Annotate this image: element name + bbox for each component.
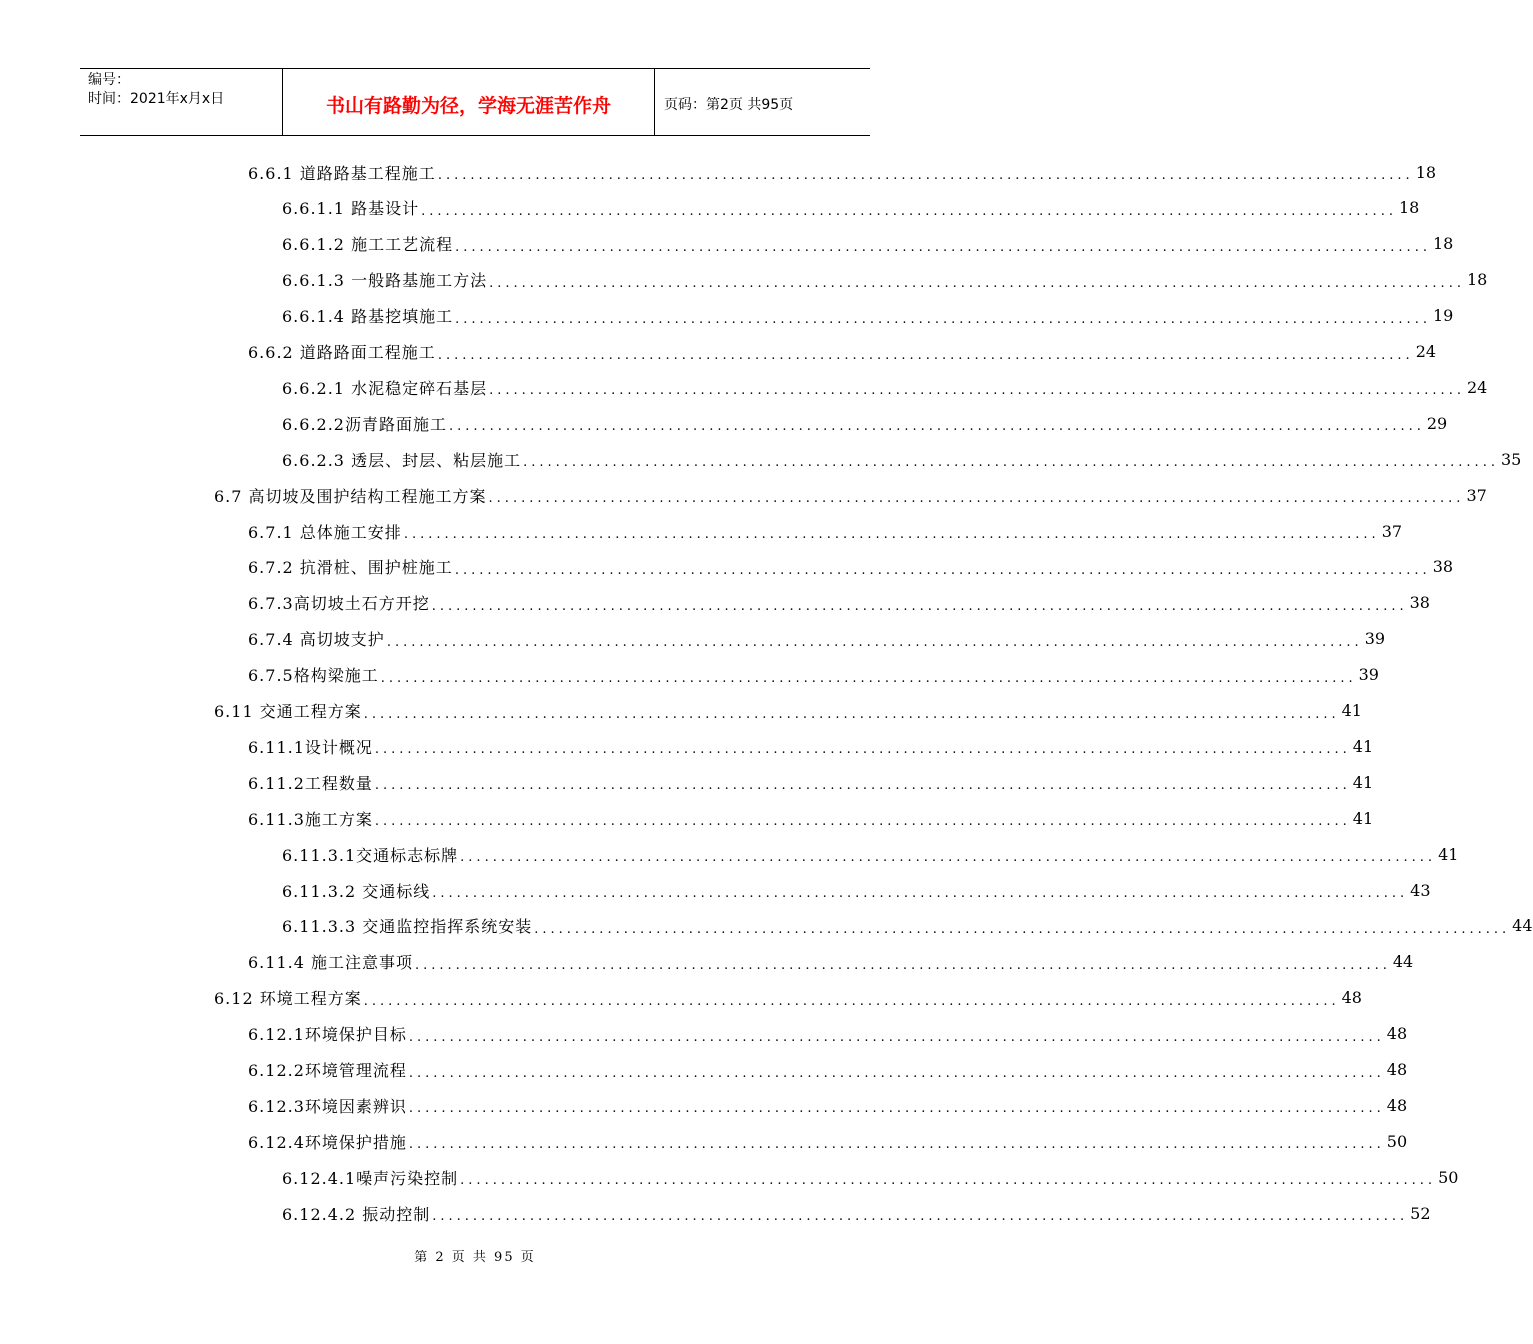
- toc-entry-title: 6.7 高切坡及围护结构工程施工方案: [214, 486, 487, 506]
- toc-entry[interactable]: [248, 549, 1454, 585]
- toc-leader-dots: ........................................................................................................................: [455, 311, 1431, 327]
- toc-entry-page: 50: [1386, 1131, 1408, 1151]
- toc-entry[interactable]: [282, 872, 1431, 908]
- toc-leader-dots: ........................................................................................................................: [374, 814, 1351, 830]
- toc-entry[interactable]: [282, 441, 1522, 477]
- page-footer: 第 2 页 共 95 页: [414, 1250, 536, 1265]
- toc-entry-page: 44: [1392, 952, 1414, 972]
- toc-entry[interactable]: [248, 1087, 1408, 1123]
- toc-entry-title: 6.6.2 道路路面工程施工: [248, 343, 436, 362]
- page-header: [80, 68, 870, 136]
- toc-entry[interactable]: [282, 836, 1459, 872]
- toc-entry[interactable]: [248, 800, 1374, 836]
- toc-entry-title: 6.12.4.1噪声污染控制: [282, 1168, 459, 1188]
- toc-leader-dots: ........................................................................................................................: [408, 1029, 1385, 1045]
- toc-leader-dots: ........................................................................................................................: [454, 562, 1431, 578]
- toc-entry[interactable]: [248, 154, 1437, 190]
- toc-entry-page: 48: [1386, 1024, 1408, 1044]
- toc-leader-dots: ........................................................................................................................: [414, 957, 1391, 973]
- toc-leader-dots: ........................................................................................................................: [408, 1137, 1385, 1153]
- toc-entry-page: 48: [1386, 1060, 1408, 1079]
- toc-entry-title: 6.7.5格构梁施工: [248, 666, 379, 686]
- toc-leader-dots: ........................................................................................................................: [421, 203, 1397, 219]
- toc-entry[interactable]: [248, 1052, 1408, 1088]
- toc-entry-page: 41: [1352, 772, 1374, 792]
- toc-entry-title: 6.11.4 施工注意事项: [248, 953, 413, 973]
- toc-entry-page: 19: [1432, 306, 1454, 326]
- toc-entry-page: 29: [1426, 413, 1448, 433]
- toc-entry-page: 50: [1438, 1167, 1459, 1187]
- toc-entry[interactable]: [282, 262, 1488, 298]
- toc-entry[interactable]: [248, 728, 1374, 764]
- toc-leader-dots: ........................................................................................................................: [403, 527, 1380, 542]
- toc-entry[interactable]: [248, 334, 1437, 370]
- toc-entry-page: 18: [1466, 270, 1488, 290]
- toc-entry-page: 37: [1466, 485, 1487, 505]
- toc-leader-dots: ........................................................................................................................: [448, 419, 1425, 435]
- toc-entry-title: 6.6.1.4 路基挖填施工: [282, 307, 454, 327]
- toc-entry-title: 6.12.4环境保护措施: [248, 1132, 407, 1152]
- toc-entry-title: 6.7.2 抗滑桩、围护桩施工: [248, 558, 453, 578]
- toc-leader-dots: ........................................................................................................................: [455, 239, 1431, 255]
- toc-leader-dots: ........................................................................................................................: [431, 598, 1408, 614]
- toc-entry-title: 6.12.3环境因素辨识: [248, 1096, 407, 1116]
- toc-entry-page: 44: [1512, 916, 1533, 936]
- toc-entry-page: 38: [1432, 557, 1454, 577]
- toc-entry-title: 6.12 环境工程方案: [214, 989, 362, 1009]
- document-number-label: 编号：: [88, 72, 130, 88]
- toc-leader-dots: ........................................................................................................................: [460, 1173, 1437, 1189]
- header-motto: 书山有路勤为径，学海无涯苦作舟: [282, 69, 655, 135]
- toc-leader-dots: ........................................................................................................................: [460, 850, 1437, 866]
- header-meta: [80, 69, 282, 135]
- toc-entry[interactable]: [248, 513, 1403, 549]
- toc-leader-dots: ........................................................................................................................: [386, 634, 1363, 650]
- toc-entry-title: 6.6.1.1 路基设计: [282, 199, 420, 219]
- toc-entry[interactable]: [248, 1016, 1408, 1052]
- toc-entry-page: 39: [1358, 665, 1379, 685]
- toc-entry-page: 39: [1364, 629, 1386, 649]
- toc-entry[interactable]: [248, 1123, 1408, 1159]
- toc-entry[interactable]: [282, 1159, 1459, 1195]
- toc-entry-page: 41: [1352, 736, 1374, 756]
- toc-entry-page: 41: [1438, 844, 1459, 864]
- toc-entry-title: 6.11.2工程数量: [248, 773, 373, 793]
- toc-entry-page: 35: [1500, 449, 1522, 469]
- toc-leader-dots: ........................................................................................................................: [374, 742, 1351, 758]
- toc-entry-title: 6.11.1设计概况: [248, 737, 373, 757]
- toc-leader-dots: ........................................................................................................................: [432, 886, 1409, 901]
- toc-entry-title: 6.12.4.2 振动控制: [282, 1204, 431, 1224]
- toc-entry[interactable]: [282, 1195, 1431, 1231]
- toc-leader-dots: ........................................................................................................................: [437, 347, 1414, 363]
- toc-entry-title: 6.11.3.2 交通标线: [282, 881, 431, 901]
- toc-entry-page: 24: [1466, 377, 1488, 397]
- toc-leader-dots: ........................................................................................................................: [534, 921, 1511, 937]
- toc-entry-title: 6.7.3高切坡土石方开挖: [248, 594, 430, 614]
- toc-entry-page: 41: [1341, 701, 1362, 720]
- toc-entry[interactable]: [248, 944, 1414, 980]
- toc-entry[interactable]: [214, 980, 1362, 1016]
- toc-leader-dots: ........................................................................................................................: [489, 275, 1465, 291]
- toc-entry-title: 6.6.2.3 透层、封层、粘层施工: [282, 450, 522, 470]
- toc-leader-dots: ........................................................................................................................: [408, 1101, 1385, 1117]
- toc-leader-dots: ........................................................................................................................: [523, 455, 1499, 471]
- toc-entry-title: 6.6.1.2 施工工艺流程: [282, 235, 454, 255]
- toc-entry[interactable]: [248, 657, 1379, 693]
- toc-leader-dots: ........................................................................................................................: [489, 383, 1465, 399]
- toc-leader-dots: ........................................................................................................................: [488, 491, 1465, 507]
- header-page-info: 页码：第2页 共95页: [664, 97, 794, 113]
- toc-entry-page: 37: [1381, 521, 1403, 541]
- document-time-label: 时间：2021年x月x日: [88, 91, 225, 107]
- toc-entry-title: 6.12.1环境保护目标: [248, 1025, 407, 1045]
- toc-entry-page: 52: [1410, 1203, 1431, 1223]
- toc-entry-title: 6.6.1 道路路基工程施工: [248, 163, 436, 183]
- toc-entry[interactable]: [214, 693, 1362, 729]
- toc-leader-dots: ........................................................................................................................: [363, 706, 1340, 722]
- toc-entry-title: 6.7.4 高切坡支护: [248, 630, 385, 650]
- toc-leader-dots: ........................................................................................................................: [363, 993, 1340, 1009]
- toc-entry-page: 24: [1415, 342, 1437, 361]
- toc-entry-title: 6.11 交通工程方案: [214, 702, 362, 721]
- toc-entry-title: 6.6.2.1 水泥稳定碎石基层: [282, 378, 488, 398]
- toc-leader-dots: ........................................................................................................................: [380, 670, 1357, 686]
- toc-entry[interactable]: [282, 908, 1533, 944]
- toc-entry-title: 6.6.1.3 一般路基施工方法: [282, 271, 488, 291]
- toc-leader-dots: ........................................................................................................................: [432, 1209, 1409, 1225]
- toc-entry-page: 18: [1432, 234, 1454, 254]
- toc-entry[interactable]: [214, 477, 1487, 513]
- toc-entry-title: 6.11.3.1交通标志标牌: [282, 845, 459, 865]
- toc-entry[interactable]: [282, 298, 1454, 334]
- toc-entry-page: 18: [1415, 162, 1437, 182]
- toc-entry-title: 6.11.3施工方案: [248, 809, 373, 829]
- toc-entry[interactable]: [282, 226, 1454, 262]
- toc-entry[interactable]: [282, 190, 1420, 226]
- toc-entry-title: 6.7.1 总体施工安排: [248, 522, 402, 542]
- toc-entry[interactable]: [282, 405, 1448, 441]
- toc-entry[interactable]: [248, 585, 1430, 621]
- toc-entry-page: 48: [1386, 1095, 1408, 1115]
- toc-leader-dots: ........................................................................................................................: [408, 1065, 1385, 1081]
- toc-entry-page: 18: [1398, 198, 1420, 218]
- toc-entry-title: 6.12.2环境管理流程: [248, 1061, 407, 1080]
- toc-leader-dots: ........................................................................................................................: [374, 778, 1351, 794]
- toc-leader-dots: ........................................................................................................................: [437, 168, 1414, 183]
- toc-entry-page: 38: [1409, 593, 1430, 613]
- toc-entry[interactable]: [248, 621, 1386, 657]
- toc-entry-page: 43: [1410, 880, 1431, 900]
- toc-entry-title: 6.6.2.2沥青路面施工: [282, 414, 447, 434]
- toc-entry-title: 6.11.3.3 交通监控指挥系统安装: [282, 917, 533, 937]
- toc-entry-page: 48: [1341, 988, 1362, 1008]
- toc-entry[interactable]: [282, 369, 1488, 405]
- toc-entry[interactable]: [248, 764, 1374, 800]
- toc-entry-page: 41: [1352, 808, 1374, 828]
